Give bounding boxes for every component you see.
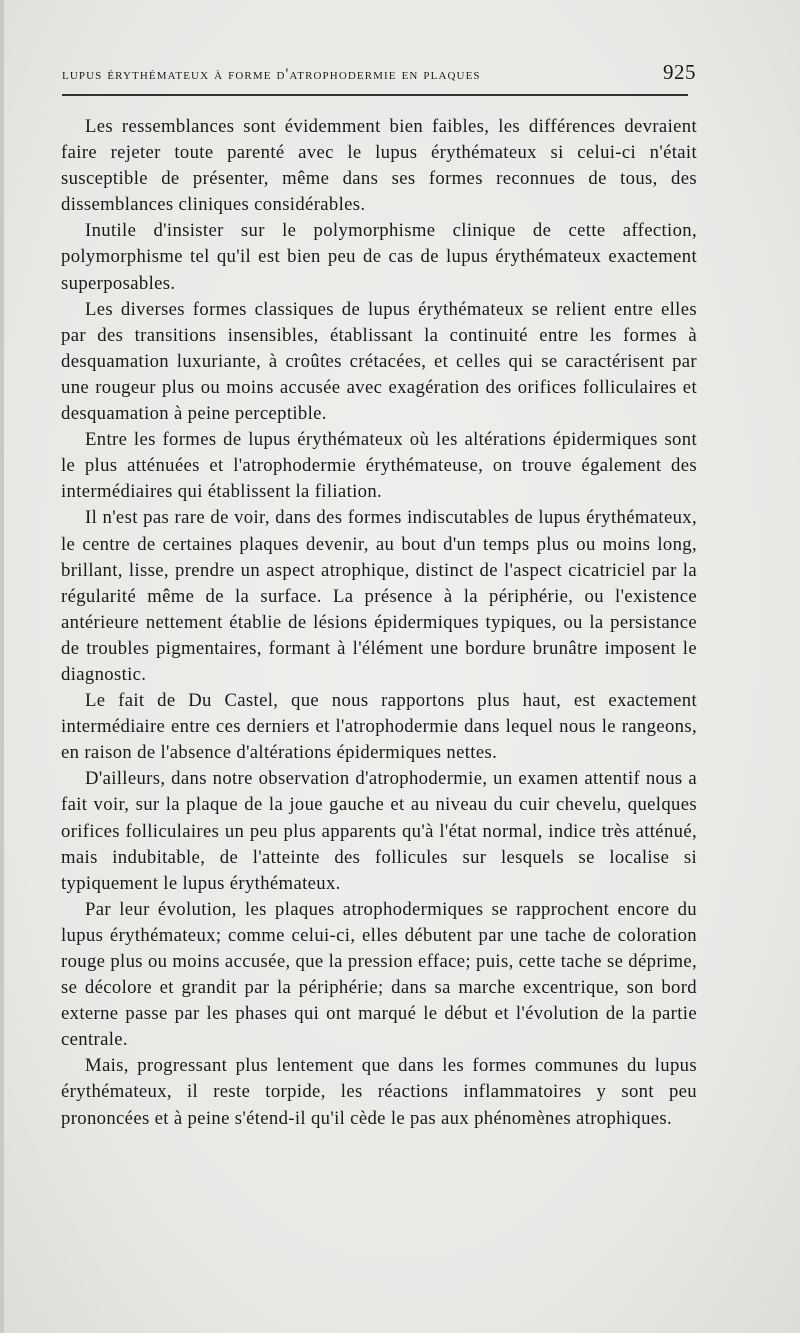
- paragraph: Entre les formes de lupus érythémateux où les altérations épidermiques sont le plus atténuées et l'atrophodermie érythémateuse, on trouve également des intermédiaires qui établissent la filiation.: [61, 429, 697, 503]
- page-edge: [0, 0, 4, 1333]
- header-rule: [62, 94, 688, 96]
- paragraph: Le fait de Du Castel, que nous rapportons plus haut, est exactement intermédiaire entre ces derniers et l'atrophodermie dans lequel nous le rangeons, en raison de l'absence d'altérations épidermiques nettes.: [61, 690, 697, 764]
- paragraph: Par leur évolution, les plaques atrophodermiques se rapprochent encore du lupus érythémateux; comme celui-ci, elles débutent par une tache de coloration rouge plus ou moins accusée, que la pression efface; puis, cette tache se déprime, se décolore et grandit par la périphérie; dans sa marche excentrique, son bord externe passe par les phases qui ont marqué le début et l'évolution de la partie centrale.: [61, 898, 697, 1051]
- paragraph: D'ailleurs, dans notre observation d'atrophodermie, un examen attentif nous a fait voir, sur la plaque de la joue gauche et au niveau du cuir chevelu, quelques orifices folliculaires un peu plus apparents qu'à l'état normal, indice très atténué, mais indubitable, de l'atteinte des follicules sur lesquels se localise si typiquement le lupus érythémateux.: [61, 768, 697, 894]
- paragraph: Il n'est pas rare de voir, dans des formes indiscutables de lupus érythémateux, le centre de certaines plaques devenir, au bout d'un temps plus ou moins long, brillant, lisse, prendre un aspect atrophique, distinct de l'aspect cicatriciel par la régularité même de la surface. La présence à la périphérie, ou l'existence antérieure nettement établie de lésions épidermiques typiques, ou la persistance de troubles pigmentaires, formant à l'élément une bordure brunâtre imposent le diagnostic.: [61, 507, 697, 685]
- body-text: [61, 114, 697, 1132]
- running-title: lupus érythémateux à forme d'atrophodermie en plaques: [62, 66, 481, 83]
- paragraph: Mais, progressant plus lentement que dans les formes communes du lupus érythémateux, il reste torpide, les réactions inflammatoires y sont peu prononcées et à peine s'étend-il qu'il cède le pas aux phénomènes atrophiques.: [61, 1055, 697, 1129]
- page-number: 925: [663, 60, 696, 84]
- paragraph: Les diverses formes classiques de lupus érythémateux se relient entre elles par des transitions insensibles, établissant la continuité entre les formes à desquamation luxuriante, à croûtes crétacées, et celles qui se caractérisent par une rougeur plus ou moins accusée avec exagération des orifices folliculaires et desquamation à peine perceptible.: [61, 298, 697, 425]
- running-header: [62, 60, 696, 85]
- paragraph: Inutile d'insister sur le polymorphisme clinique de cette affection, polymorphisme tel qu'il est bien peu de cas de lupus érythémateux exactement superposables.: [61, 220, 697, 294]
- paragraph: Les ressemblances sont évidemment bien faibles, les différences devraient faire rejeter toute parenté avec le lupus érythémateux si celui-ci n'était susceptible de présenter, même dans ses formes reconnues de tous, des dissemblances cliniques considérables.: [61, 116, 697, 216]
